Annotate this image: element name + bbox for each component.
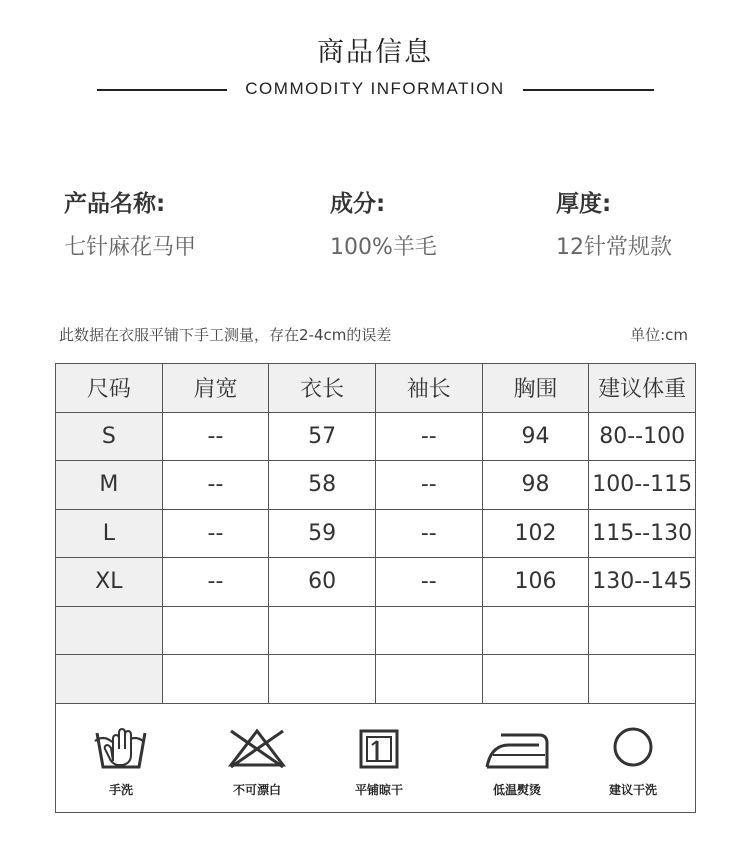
table-cell: 59 xyxy=(269,509,376,558)
table-cell: 106 xyxy=(482,558,589,607)
care-label-dry-clean: 建议干洗 xyxy=(608,783,657,797)
page-title: 商品信息 xyxy=(317,37,433,68)
title-divider-left xyxy=(97,89,227,91)
care-instructions xyxy=(55,703,696,813)
dry-flat-icon xyxy=(355,725,403,773)
table-cell xyxy=(269,606,376,655)
table-cell: 80--100 xyxy=(589,412,696,461)
composition-value: 100%羊毛 xyxy=(330,235,437,260)
title-divider-right xyxy=(523,89,654,91)
table-row xyxy=(56,655,696,704)
table-cell: 98 xyxy=(482,461,589,510)
table-cell: -- xyxy=(375,509,482,558)
product-name-label: 产品名称: xyxy=(64,191,166,217)
table-cell xyxy=(482,606,589,655)
table-cell xyxy=(56,655,163,704)
table-cell: 60 xyxy=(269,558,376,607)
table-row xyxy=(56,558,696,607)
care-item-hand-wash xyxy=(76,725,166,798)
header-weight: 建议体重 xyxy=(589,364,696,413)
table-cell: -- xyxy=(162,509,269,558)
table-cell xyxy=(375,655,482,704)
table-cell xyxy=(162,606,269,655)
table-cell: L xyxy=(56,509,163,558)
table-cell xyxy=(589,606,696,655)
table-row xyxy=(56,606,696,655)
size-table xyxy=(55,363,696,704)
table-cell: 115--130 xyxy=(589,509,696,558)
care-label-no-bleach: 不可漂白 xyxy=(232,783,281,797)
table-row xyxy=(56,509,696,558)
table-cell: -- xyxy=(375,461,482,510)
table-cell xyxy=(162,655,269,704)
table-cell xyxy=(482,655,589,704)
unit-note: 单位:cm xyxy=(630,326,688,344)
measurement-note: 此数据在衣服平铺下手工测量，存在2-4cm的误差 xyxy=(59,326,392,344)
table-row xyxy=(56,461,696,510)
table-cell: 100--115 xyxy=(589,461,696,510)
header-shoulder: 肩宽 xyxy=(162,364,269,413)
table-cell xyxy=(375,606,482,655)
table-cell xyxy=(269,655,376,704)
care-item-iron-low xyxy=(472,725,562,798)
care-label-hand-wash: 手洗 xyxy=(108,783,133,797)
table-cell: 102 xyxy=(482,509,589,558)
composition-label: 成分: xyxy=(330,191,386,217)
table-cell: 94 xyxy=(482,412,589,461)
thickness-block xyxy=(556,185,672,261)
header-sleeve: 袖长 xyxy=(375,364,482,413)
table-cell: 130--145 xyxy=(589,558,696,607)
table-cell: -- xyxy=(162,558,269,607)
table-cell: -- xyxy=(162,461,269,510)
hand-wash-icon xyxy=(91,725,151,773)
table-cell: XL xyxy=(56,558,163,607)
thickness-value: 12针常规款 xyxy=(556,235,672,260)
table-cell: 57 xyxy=(269,412,376,461)
dry-clean-icon xyxy=(609,725,657,773)
composition-block xyxy=(330,185,437,261)
table-header-row xyxy=(56,364,696,413)
table-cell: M xyxy=(56,461,163,510)
iron-low-icon xyxy=(483,725,551,773)
product-name-block xyxy=(64,185,196,261)
table-cell: -- xyxy=(375,558,482,607)
product-name-value: 七针麻花马甲 xyxy=(64,235,197,260)
table-cell xyxy=(56,606,163,655)
care-label-dry-flat: 平铺晾干 xyxy=(354,783,403,797)
table-cell: S xyxy=(56,412,163,461)
table-cell: 58 xyxy=(269,461,376,510)
page-subtitle: COMMODITY INFORMATION xyxy=(245,79,505,98)
thickness-label: 厚度: xyxy=(556,191,612,217)
do-not-bleach-icon xyxy=(225,725,289,773)
care-item-dry-flat xyxy=(334,725,424,798)
header-size: 尺码 xyxy=(56,364,163,413)
table-row xyxy=(56,412,696,461)
table-cell: -- xyxy=(162,412,269,461)
table-cell: -- xyxy=(375,412,482,461)
care-item-dry-clean xyxy=(588,725,678,798)
care-item-no-bleach xyxy=(212,725,302,798)
header-chest: 胸围 xyxy=(482,364,589,413)
care-label-iron-low: 低温熨烫 xyxy=(492,783,541,797)
header-length: 衣长 xyxy=(269,364,376,413)
table-cell xyxy=(589,655,696,704)
